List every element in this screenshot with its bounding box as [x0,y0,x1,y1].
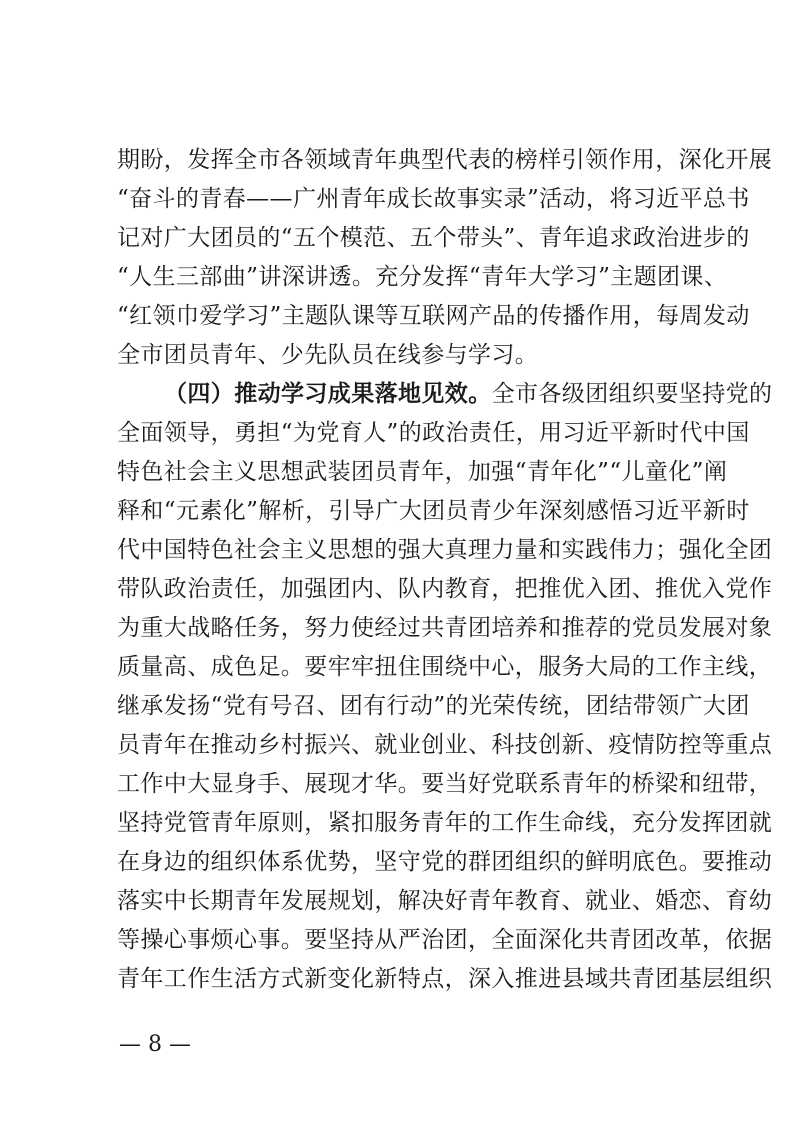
page-number: — 8 — [119,1032,191,1057]
body-text-line: 落实中长期青年发展规划，解决好青年教育、就业、婚恋、育幼 [117,888,773,914]
body-text-line: 特色社会主义思想武装团员青年，加强“青年化”“儿童化”阐 [117,459,728,485]
body-text-line: 为重大战略任务，努力使经过共青团培养和推荐的党员发展对象 [117,615,773,641]
body-text-line: 质量高、成色足。要牢牢扭住围绕中心，服务大局的工作主线， [117,654,773,680]
body-text-line: 期盼，发挥全市各领域青年典型代表的榜样引领作用，深化开展 [117,147,773,173]
body-text-line: “人生三部曲”讲深讲透。充分发挥“青年大学习”主题团课、 [117,264,728,290]
body-text-line: 记对广大团员的“五个模范、五个带头”、青年追求政治进步的 [117,225,750,251]
body-text-line: 释和“元素化”解析，引导广大团员青少年深刻感悟习近平新时 [117,498,750,524]
section-heading-tail: 全市各级团组织要坚持党的 [491,381,773,407]
body-text-line: 全面领导，勇担“为党育人”的政治责任，用习近平新时代中国 [117,420,750,446]
body-text-line: “红领巾爱学习”主题队课等互联网产品的传播作用，每周发动 [117,303,750,329]
body-text-line: 在身边的组织体系优势，坚守党的群团组织的鲜明底色。要推动 [117,849,773,875]
body-text-line: 全市团员青年、少先队员在线参与学习。 [117,342,539,368]
body-text-line: 带队政治责任，加强团内、队内教育，把推优入团、推优入党作 [117,576,773,602]
body-text-line: “奋斗的青春——广州青年成长故事实录”活动，将习近平总书 [117,186,750,212]
body-text-line: 工作中大显身手、展现才华。要当好党联系青年的桥梁和纽带， [117,771,773,797]
section-heading: （四）推动学习成果落地见效。 [164,380,492,407]
body-text-line: 继承发扬“党有号召、团有行动”的光荣传统，团结带领广大团 [117,693,750,719]
body-text-line: 青年工作生活方式新变化新特点，深入推进县域共青团基层组织 [117,966,773,992]
body-text-line: 员青年在推动乡村振兴、就业创业、科技创新、疫情防控等重点 [117,732,773,758]
section-heading-line [164,376,773,412]
body-text-line: 代中国特色社会主义思想的强大真理力量和实践伟力；强化全团 [117,537,773,563]
body-text-line: 等操心事烦心事。要坚持从严治团，全面深化共青团改革，依据 [117,927,773,953]
body-text-line: 坚持党管青年原则，紧扣服务青年的工作生命线，充分发挥团就 [117,810,773,836]
